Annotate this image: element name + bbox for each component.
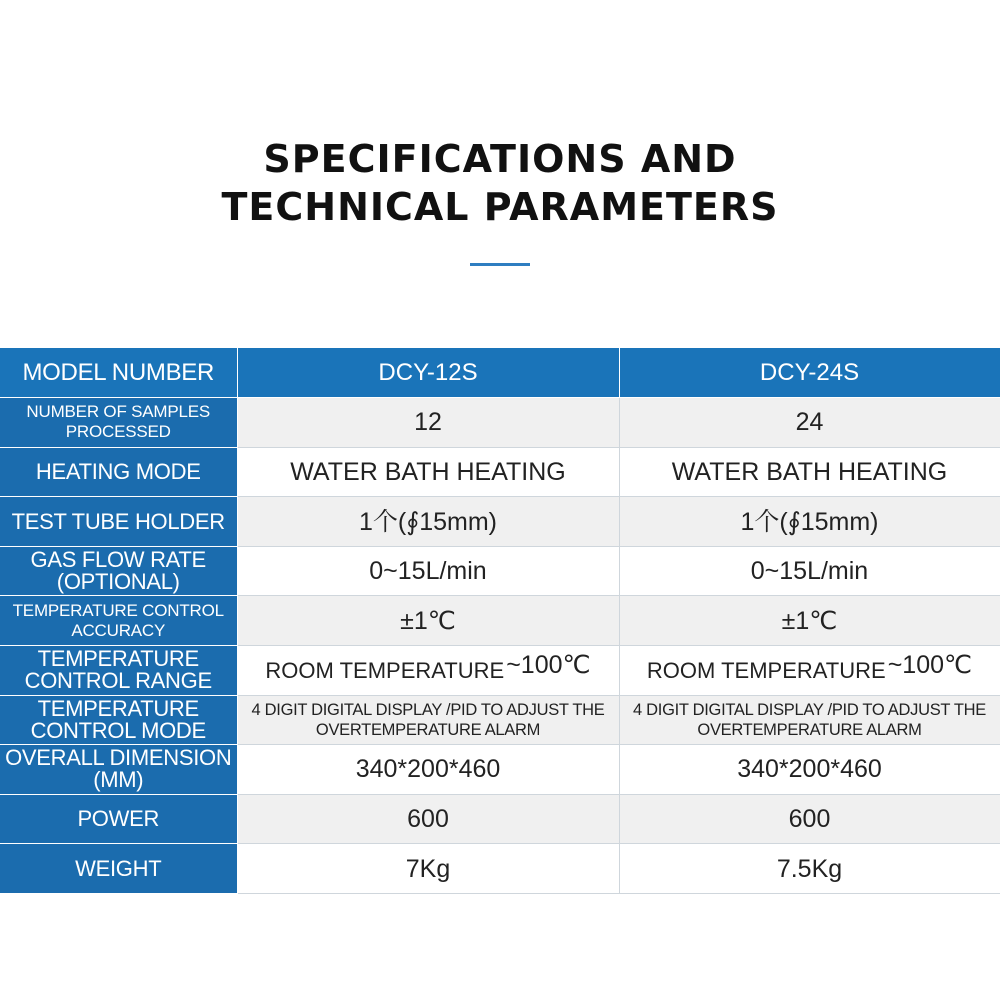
row-label-temperature-accuracy: TEMPERATURE CONTROL ACCURACY xyxy=(0,596,237,646)
cell-temperature-range-dcy-24s xyxy=(619,645,1000,695)
row-label-test-tube-holder: TEST TUBE HOLDER xyxy=(0,497,237,547)
title-accent-line xyxy=(470,263,530,266)
row-label-gas-flow-rate: GAS FLOW RATE (OPTIONAL) xyxy=(0,546,237,596)
table-row-temperature-range xyxy=(0,645,1000,695)
table-row-weight xyxy=(0,844,1000,894)
table-row-overall-dimension xyxy=(0,745,1000,795)
cell-samples-dcy-12s: 12 xyxy=(237,398,619,448)
cell-gas-flow-rate-dcy-24s: 0~15L/min xyxy=(619,546,1000,596)
page-title-line-1: SPECIFICATIONS AND xyxy=(263,137,737,181)
cell-test-tube-holder-dcy-12s: 1个(∮15mm) xyxy=(237,497,619,547)
cell-heating-mode-dcy-12s: WATER BATH HEATING xyxy=(237,447,619,497)
cell-weight-dcy-12s: 7Kg xyxy=(237,844,619,894)
cell-overall-dimension-dcy-24s: 340*200*460 xyxy=(619,745,1000,795)
cell-samples-dcy-24s: 24 xyxy=(619,398,1000,448)
row-label-heating-mode: HEATING MODE xyxy=(0,447,237,497)
model-number-label: MODEL NUMBER xyxy=(0,348,237,398)
temperature-range-group xyxy=(646,650,973,684)
cell-heating-mode-dcy-24s: WATER BATH HEATING xyxy=(619,447,1000,497)
range-room-temperature: ROOM TEMPERATURE xyxy=(646,657,886,683)
row-label-temperature-mode: TEMPERATURE CONTROL MODE xyxy=(0,695,237,745)
range-max-temperature: ~100℃ xyxy=(887,650,973,679)
table-row-gas-flow-rate xyxy=(0,546,1000,596)
table-row-samples xyxy=(0,398,1000,448)
cell-power-dcy-24s: 600 xyxy=(619,794,1000,844)
table-row-test-tube-holder xyxy=(0,497,1000,547)
cell-temperature-accuracy-dcy-12s: ±1℃ xyxy=(237,596,619,646)
cell-power-dcy-12s: 600 xyxy=(237,794,619,844)
table-row-temperature-accuracy xyxy=(0,596,1000,646)
range-max-temperature: ~100℃ xyxy=(506,650,591,679)
cell-temperature-accuracy-dcy-24s: ±1℃ xyxy=(619,596,1000,646)
specification-table xyxy=(0,348,1000,894)
cell-gas-flow-rate-dcy-12s: 0~15L/min xyxy=(237,546,619,596)
table-row-heating-mode xyxy=(0,447,1000,497)
temperature-range-group xyxy=(265,650,591,684)
temperature-mode-text: 4 DIGIT DIGITAL DISPLAY /PID TO ADJUST THE OVERTEMPERATURE ALARM xyxy=(633,700,986,739)
page-title-line-2: TECHNICAL PARAMETERS xyxy=(221,185,779,229)
range-room-temperature: ROOM TEMPERATURE xyxy=(265,657,505,683)
row-label-samples: NUMBER OF SAMPLES PROCESSED xyxy=(0,398,237,448)
row-label-temperature-range: TEMPERATURE CONTROL RANGE xyxy=(0,645,237,695)
temperature-mode-text: 4 DIGIT DIGITAL DISPLAY /PID TO ADJUST THE OVERTEMPERATURE ALARM xyxy=(251,700,605,739)
row-label-weight: WEIGHT xyxy=(0,844,237,894)
model-dcy-24s-header: DCY-24S xyxy=(619,348,1000,398)
table-header-row xyxy=(0,348,1000,398)
table-row-temperature-mode xyxy=(0,695,1000,745)
row-label-overall-dimension: OVERALL DIMENSION (MM) xyxy=(0,745,237,795)
table-row-power xyxy=(0,794,1000,844)
row-label-power: POWER xyxy=(0,794,237,844)
cell-test-tube-holder-dcy-24s: 1个(∮15mm) xyxy=(619,497,1000,547)
model-dcy-12s-header: DCY-12S xyxy=(237,348,619,398)
cell-overall-dimension-dcy-12s: 340*200*460 xyxy=(237,745,619,795)
cell-weight-dcy-24s: 7.5Kg xyxy=(619,844,1000,894)
cell-temperature-range-dcy-12s xyxy=(237,645,619,695)
cell-temperature-mode-dcy-24s xyxy=(619,695,1000,745)
cell-temperature-mode-dcy-12s xyxy=(237,695,619,745)
